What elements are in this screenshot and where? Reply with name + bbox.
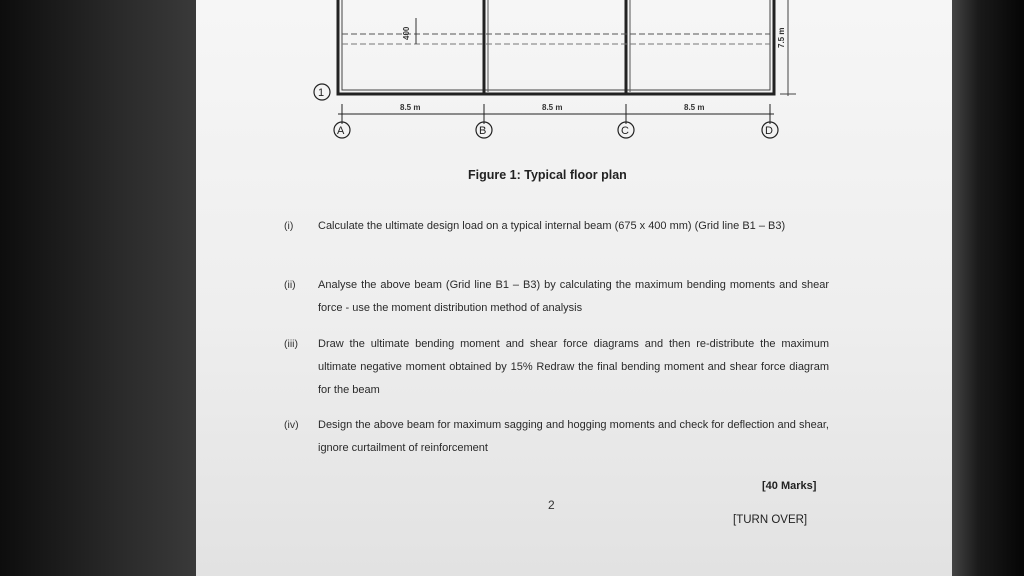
figure-caption: Figure 1: Typical floor plan [468, 168, 627, 182]
row-1-label: 1 [318, 87, 325, 99]
question-text: Draw the ultimate bending moment and shear force diagrams and then re-distribute the maximum ultimate negative moment obtained by 15% Redraw the final bending moment and shear force diagram for the beam [318, 338, 829, 396]
span-ab-label: 8.5 m [400, 103, 421, 112]
floor-plan-inner-outline [342, 0, 770, 90]
turn-over-note: [TURN OVER] [733, 514, 808, 526]
question-number: (iv) [284, 419, 299, 431]
question-item [284, 215, 829, 263]
floor-plan-drawing [196, 0, 952, 150]
question-text: Analyse the above beam (Grid line B1 – B3) by calculating the maximum bending moments and shear force - use the moment distribution method of analysis [318, 279, 829, 314]
span-cd-label: 8.5 m [684, 103, 705, 112]
beam-dim-mark: 400 [402, 26, 411, 40]
span-bc-label: 8.5 m [542, 103, 563, 112]
total-marks: [40 Marks] [762, 480, 817, 492]
background-left [0, 0, 200, 576]
column-a-label: A [337, 125, 345, 137]
question-item [284, 274, 829, 322]
question-number: (ii) [284, 279, 296, 291]
floor-plan-outline [338, 0, 774, 94]
page-number: 2 [548, 498, 555, 512]
question-item [284, 414, 829, 462]
column-b-label: B [479, 125, 487, 137]
question-number: (iii) [284, 338, 298, 350]
column-d-label: D [765, 125, 773, 137]
question-text: Calculate the ultimate design load on a typical internal beam (675 x 400 mm) (Grid line B1 – B3) [318, 220, 786, 232]
exam-page [196, 0, 952, 576]
column-c-label: C [621, 125, 629, 137]
background-right [948, 0, 1024, 576]
question-number: (i) [284, 220, 294, 232]
vertical-span-label: 7.5 m [777, 27, 786, 48]
question-text: Design the above beam for maximum sagging and hogging moments and check for deflection and shear, ignore curtailment of reinforcement [318, 419, 829, 454]
question-item [284, 333, 829, 403]
